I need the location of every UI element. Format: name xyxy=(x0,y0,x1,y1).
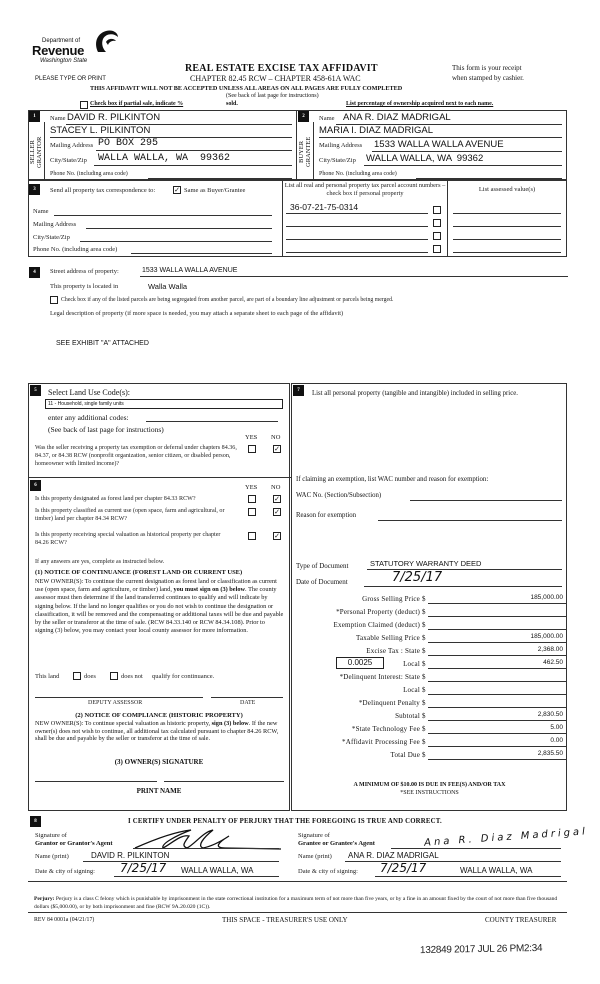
owner-signature-field-2[interactable] xyxy=(164,781,284,782)
section5-see-back: (See back of last page for instructions) xyxy=(48,425,164,434)
excise-tax-local-value[interactable]: 462.50 xyxy=(543,659,563,666)
segregated-label: Check box if any of the listed parcels are being segregated from another parcel, are part of a boundary line adjustment or parcels being merged. xyxy=(61,297,394,303)
buyer-phone-field[interactable] xyxy=(416,178,562,179)
additional-codes-field[interactable] xyxy=(146,421,278,422)
legal-description-label: Legal description of property (if more space is needed, you may attach a separate sheet to each page of the affidavit) xyxy=(50,310,344,317)
buyer-city-line xyxy=(364,165,562,166)
fin-label: Gross Selling Price xyxy=(362,595,420,603)
does-not-label: does not xyxy=(121,673,143,680)
doc-date-value[interactable]: 7/25/17 xyxy=(392,570,443,585)
assessor-date-field[interactable] xyxy=(211,697,283,698)
parcel-number-2[interactable] xyxy=(286,226,428,227)
dollar-sign: $ xyxy=(422,725,426,733)
section-6-badge: 6 xyxy=(30,480,41,491)
buyer-name-2[interactable]: MARIA I. DIAZ MADRIGAL xyxy=(319,125,434,136)
dollar-sign: $ xyxy=(422,699,426,707)
fin-label: Exemption Claimed (deduct) xyxy=(333,621,420,629)
corr-name-field[interactable] xyxy=(54,215,272,216)
certify-statement: I CERTIFY UNDER PENALTY OF PERJURY THAT THE FOREGOING IS TRUE AND CORRECT. xyxy=(128,818,442,825)
street-address[interactable]: 1533 WALLA WALLA AVENUE xyxy=(142,267,238,274)
exemption-claim-label: If claiming an exemption, list WAC number and reason for exemption: xyxy=(296,476,489,483)
county-treasurer-label: COUNTY TREASURER xyxy=(485,916,557,924)
dollar-sign: $ xyxy=(422,673,426,681)
additional-codes-label: enter any additional codes: xyxy=(48,413,129,422)
buyer-grantee-label: BUYER GRANTEE xyxy=(298,136,312,168)
wac-label: WAC No. (Section/Subsection) xyxy=(296,492,382,499)
this-land-label: This land xyxy=(35,673,60,680)
grantee-date-line xyxy=(375,876,561,877)
print-name-label: PRINT NAME xyxy=(136,787,182,795)
seller-mailing-line xyxy=(96,150,292,151)
total-due-row xyxy=(295,750,595,762)
corr-mailing-field[interactable] xyxy=(86,228,272,229)
correspondence-divider xyxy=(282,180,283,257)
fin-label: Total Due xyxy=(390,751,420,759)
personal-property-checkbox-4[interactable] xyxy=(433,245,441,253)
minimum-due-note: A MINIMUM OF $10.00 IS DUE IN FEE(S) AND/OR TAX xyxy=(353,782,506,788)
seller-city-line xyxy=(94,165,292,166)
partial-sale-label: Check box if partial sale, indicate % xyxy=(90,101,184,107)
if-yes-instruction: If any answers are yes, complete as instructed below. xyxy=(35,559,165,565)
fin-label: Excise Tax : State xyxy=(366,647,420,655)
current-use-yes-checkbox[interactable] xyxy=(248,508,256,516)
grantee-name-line xyxy=(345,861,561,862)
taxable-selling-price-value[interactable]: 185,000.00 xyxy=(530,633,563,640)
buyer-city-label: City/State/Zip xyxy=(319,157,356,164)
perjury-text: Perjury is a class C felony which is punishable by imprisonment in the state correctional institution for a maximum term of not more than five years, or by a fine in an amount fixed by the court of not more than five thousand dollars ($5,000.00), or by both imprisonment and fine (RCW 9A.20.020 (1C)). xyxy=(34,896,558,910)
section-7-badge: 7 xyxy=(293,385,304,396)
logo-line2: Revenue xyxy=(32,43,85,58)
seller-mailing[interactable]: PO BOX 295 xyxy=(98,138,159,149)
historical-question: Is this property receiving special valuation as historical property per chapter 84.26 RCW? xyxy=(35,532,221,546)
section-2-badge: 2 xyxy=(298,111,309,122)
section5-yes-header: YES xyxy=(245,434,258,441)
dollar-sign: $ xyxy=(422,621,426,629)
corr-mailing-label: Mailing Address xyxy=(33,221,77,228)
gross-selling-price-row xyxy=(295,594,595,606)
form-subtitle: CHAPTER 82.45 RCW – CHAPTER 458-61A WAC xyxy=(190,74,361,83)
taxable-selling-price-row xyxy=(295,633,595,645)
receipt-note-1: This form is your receipt xyxy=(452,64,522,72)
personal-property-checkbox-2[interactable] xyxy=(433,219,441,227)
grantee-sig-label-1: Signature of xyxy=(298,832,330,839)
grantee-date-label: Date & city of signing: xyxy=(298,868,358,875)
grantor-name-label: Name (print) xyxy=(35,853,69,860)
seller-mailing-label: Mailing Address xyxy=(50,142,94,149)
land-use-label: Select Land Use Code(s): xyxy=(48,388,130,397)
gross-selling-price-value[interactable]: 185,000.00 xyxy=(530,594,563,601)
section-4-badge: 4 xyxy=(29,267,40,278)
corr-name-label: Name xyxy=(33,208,49,215)
assessed-value-1[interactable] xyxy=(453,213,561,214)
dollar-sign: $ xyxy=(422,712,426,720)
buyer-name-1[interactable]: ANA R. DIAZ MADRIGAL xyxy=(343,112,451,123)
buyer-mailing[interactable]: 1533 WALLA WALLA AVENUE xyxy=(374,139,504,150)
dollar-sign: $ xyxy=(422,738,426,746)
personal-property-label: List all personal property (tangible and intangible) included in selling price. xyxy=(312,390,518,397)
excise-tax-local-row xyxy=(295,659,595,671)
affidavit-processing-fee-row xyxy=(295,737,595,749)
grantee-name-label: Name (print) xyxy=(298,853,332,860)
reason-label: Reason for exemption xyxy=(296,512,357,519)
perjury-notice xyxy=(34,896,564,911)
doc-type-label: Type of Document xyxy=(296,562,349,570)
buyer-label-divider xyxy=(313,122,314,180)
fin-line xyxy=(428,607,566,617)
dollar-sign: $ xyxy=(422,647,426,655)
parcel-number-1[interactable]: 36-07-21-75-0314 xyxy=(290,202,359,212)
buyer-name-label: Name xyxy=(319,115,335,122)
dollar-sign: $ xyxy=(422,660,426,668)
notice1-body-bold: you must sign on (3) below xyxy=(173,586,246,594)
forest-land-question: Is this property designated as forest land per chapter 84.33 RCW? xyxy=(35,496,196,502)
fin-label: *State Technology Fee xyxy=(351,725,420,733)
corr-phone-field[interactable] xyxy=(131,253,272,254)
seller-phone-label: Phone No. (including area code) xyxy=(50,171,128,177)
perjury-bold: Perjury: xyxy=(34,896,55,902)
dollar-sign: $ xyxy=(422,595,426,603)
corr-phone-label: Phone No. (including area code) xyxy=(33,246,118,253)
personal-property-checkbox-3[interactable] xyxy=(433,232,441,240)
fin-label: Local xyxy=(403,660,420,668)
parcel-number-4[interactable] xyxy=(286,252,428,253)
notice2-body-bold: sign (3) below xyxy=(211,720,249,727)
delinquent-interest-local-row xyxy=(295,685,595,697)
current-use-question: Is this property classified as current use (open space, farm and agricultural, or timber) land per chapter 84.34 RCW? xyxy=(35,508,225,522)
affidavit-processing-fee-value[interactable]: 0.00 xyxy=(550,737,563,744)
logo-line3: Washington State xyxy=(40,58,88,64)
fin-label: *Delinquent Interest: State xyxy=(339,673,420,681)
does-label: does xyxy=(84,673,96,680)
grantor-city[interactable]: WALLA WALLA, WA xyxy=(181,866,254,875)
located-in-label: This property is located in xyxy=(50,283,119,290)
land-use-select[interactable]: 11 - Household, single family units xyxy=(45,399,283,409)
assessed-value-4[interactable] xyxy=(453,252,561,253)
ownership-note: List percentage of ownership acquired next to each name. xyxy=(346,101,494,107)
local-rate-box[interactable]: 0.0025 xyxy=(336,657,384,669)
grantee-sig-label-2: Grantee or Grantee's Agent xyxy=(298,840,375,847)
grantor-name[interactable]: DAVID R. PILKINTON xyxy=(91,851,170,860)
state-technology-fee-row xyxy=(295,724,595,736)
seller-city[interactable]: WALLA WALLA, WA 99362 xyxy=(98,153,231,164)
grantee-name[interactable]: ANA R. DIAZ MADRIGAL xyxy=(348,851,439,860)
fin-label: Local xyxy=(403,686,420,694)
fin-line xyxy=(428,672,566,682)
total-due-value[interactable]: 2,835.50 xyxy=(537,750,563,757)
buyer-mailing-line xyxy=(372,151,562,152)
assessed-header: List assessed value(s) xyxy=(478,186,536,193)
personal-property-deduct-row xyxy=(295,607,595,619)
forest-yes-checkbox[interactable] xyxy=(248,495,256,503)
parcel-header: List all real and personal property tax parcel account numbers – check box if personal property xyxy=(284,182,446,197)
does-not-checkbox[interactable] xyxy=(110,672,118,680)
footer-line xyxy=(28,912,567,913)
section-5-badge: 5 xyxy=(30,385,41,396)
reason-field[interactable] xyxy=(378,520,562,521)
treasurer-use-label: THIS SPACE - TREASURER'S USE ONLY xyxy=(222,916,348,924)
see-back-note: (See back of last page for instructions) xyxy=(226,93,319,99)
historical-no-checkbox[interactable]: ✓ xyxy=(274,532,280,540)
excise-tax-state-value[interactable]: 2,368.00 xyxy=(537,646,563,653)
section6-top-line xyxy=(28,477,291,478)
exemption-no-checkbox[interactable]: ✓ xyxy=(274,445,280,453)
section6-no-header: NO xyxy=(271,484,281,491)
form-id: REV 84 0001a (04/21/17) xyxy=(34,917,95,923)
logo-line1: Department of xyxy=(42,38,81,44)
exemption-yes-checkbox[interactable] xyxy=(248,445,256,453)
notice2-title: (2) NOTICE OF COMPLIANCE (HISTORIC PROPERTY) xyxy=(75,712,243,719)
seller-grantor-label: SELLER GRANTOR xyxy=(29,136,43,168)
delinquent-penalty-row xyxy=(295,698,595,710)
owner-signature-label: (3) OWNER(S) SIGNATURE xyxy=(114,758,204,766)
notice2-body-b: . If the new owner(s) does not wish to continue, all additional tax calculated pursuant to chapter 84.26 RCW, shall be due and payable by the seller or transferor at the time of sale. xyxy=(35,720,279,742)
seller-name-1[interactable]: DAVID R. PILKINTON xyxy=(67,112,161,123)
subtotal-value[interactable]: 2,830.50 xyxy=(537,711,563,718)
seller-name-2[interactable]: STACEY L. PILKINTON xyxy=(50,125,151,136)
located-in-value[interactable]: Walla Walla xyxy=(148,282,188,291)
notice2-body-a: NEW OWNER(S): To continue special valuation as historic property, xyxy=(35,720,212,727)
current-use-no-checkbox[interactable]: ✓ xyxy=(274,508,280,516)
dollar-sign: $ xyxy=(422,634,426,642)
street-address-label: Street address of property: xyxy=(50,268,119,275)
fin-line xyxy=(428,685,566,695)
doc-type-value[interactable]: STATUTORY WARRANTY DEED xyxy=(370,559,482,568)
please-print: PLEASE TYPE OR PRINT xyxy=(35,76,106,82)
seller-city-label: City/State/Zip xyxy=(50,157,87,164)
exemption-question: Was the seller receiving a property tax exemption or deferral under chapters 84.36, 84.37, or 84.38 RCW (nonprofit organization, senior citizen, or disabled person, homeowner with limited income)? xyxy=(35,445,237,467)
notice1-title: (1) NOTICE OF CONTINUANCE (FOREST LAND OR CURRENT USE) xyxy=(35,569,243,576)
qualify-label: qualify for continuance. xyxy=(152,673,215,680)
seller-name2-line xyxy=(50,137,292,138)
see-instructions-note: *SEE INSTRUCTIONS xyxy=(400,790,459,796)
grantor-sig-label-2: Grantor or Grantor's Agent xyxy=(35,840,113,847)
segregated-checkbox[interactable] xyxy=(50,296,58,304)
grantee-sig-line xyxy=(391,848,561,849)
assessed-value-2[interactable] xyxy=(453,226,561,227)
deputy-assessor-label: DEPUTY ASSESSOR xyxy=(88,700,143,706)
buyer-name2-line xyxy=(319,137,562,138)
corr-city-field[interactable] xyxy=(80,241,272,242)
buyer-phone-label: Phone No. (including area code) xyxy=(319,171,397,177)
personal-property-checkbox-1[interactable] xyxy=(433,206,441,214)
grantor-sig-label-1: Signature of xyxy=(35,832,67,839)
date-label: DATE xyxy=(240,700,256,706)
send-correspondence-label: Send all property tax correspondence to: xyxy=(50,187,156,194)
street-address-line xyxy=(140,276,568,277)
state-technology-fee-value[interactable]: 5.00 xyxy=(550,724,563,731)
grantor-name-line xyxy=(83,861,279,862)
section-3-badge: 3 xyxy=(29,184,40,195)
grantor-date[interactable]: 7/25/17 xyxy=(120,861,167,875)
subtotal-row xyxy=(295,711,595,723)
fin-label: *Delinquent Penalty xyxy=(358,699,420,707)
deputy-assessor-signature[interactable] xyxy=(35,697,203,698)
receipt-note-2: when stamped by cashier. xyxy=(452,74,524,82)
form-warning: THIS AFFIDAVIT WILL NOT BE ACCEPTED UNLESS ALL AREAS ON ALL PAGES ARE FULLY COMPLETED xyxy=(90,85,403,92)
section5-no-header: NO xyxy=(271,434,281,441)
corr-city-label: City/State/Zip xyxy=(33,234,70,241)
fin-line xyxy=(428,620,566,630)
fin-label: Taxable Selling Price xyxy=(356,634,420,642)
grantee-signature[interactable]: Ana R. Diaz Madrigal xyxy=(423,826,589,849)
section-8-badge: 8 xyxy=(30,816,41,827)
assessed-value-3[interactable] xyxy=(453,239,561,240)
notice2-body xyxy=(35,720,285,743)
doc-date-line xyxy=(364,586,562,587)
dor-logo-icon xyxy=(92,28,120,54)
partial-sale-suffix: sold. xyxy=(226,101,238,107)
fin-line xyxy=(428,698,566,708)
does-checkbox[interactable] xyxy=(73,672,81,680)
treasurer-stamp: 132849 2017 JUL 26 PM2:34 xyxy=(419,942,543,957)
form-title: REAL ESTATE EXCISE TAX AFFIDAVIT xyxy=(185,63,378,74)
dollar-sign: $ xyxy=(422,686,426,694)
same-as-buyer-label: Same as Buyer/Grantee xyxy=(184,187,246,194)
seller-phone-field[interactable] xyxy=(148,178,292,179)
section6-yes-header: YES xyxy=(245,484,258,491)
seller-label-divider xyxy=(44,122,45,180)
delinquent-interest-state-row xyxy=(295,672,595,684)
grantor-sig-line xyxy=(133,848,279,849)
buyer-city[interactable]: WALLA WALLA, WA 99362 xyxy=(366,153,484,164)
wac-field[interactable] xyxy=(410,500,562,501)
notice1-body-b: . The county assessor must then determine if the land transferred continues to qualify and will indicate by signing below. If the land no longer qualifies or you do not wish to continue the designation or classification, it will be removed and the compensating or additional taxes will be due and payable by the seller or transferor at the time of sale. (RCW 84.33.140 or RCW 84.34.108). Prior to signing (3) below, you may contact your local county assessor for more information. xyxy=(35,586,284,635)
seller-name-label: Name xyxy=(50,115,66,122)
parties-divider xyxy=(296,110,297,180)
legal-description[interactable]: SEE EXHIBIT "A" ATTACHED xyxy=(56,340,149,347)
grantor-date-line xyxy=(114,876,279,877)
fin-label: *Personal Property (deduct) xyxy=(336,608,420,616)
fin-label: *Affidavit Processing Fee xyxy=(342,738,420,746)
parcel-number-3[interactable] xyxy=(286,239,428,240)
dollar-sign: $ xyxy=(422,608,426,616)
owner-signature-field-1[interactable] xyxy=(35,781,157,782)
partial-sale-checkbox[interactable] xyxy=(80,101,88,109)
same-as-buyer-checkbox[interactable]: ✓ xyxy=(174,186,180,194)
doc-date-label: Date of Document xyxy=(296,578,348,586)
dollar-sign: $ xyxy=(422,751,426,759)
dor-logo xyxy=(32,28,122,68)
perjury-top-line xyxy=(28,881,567,882)
section-1-badge: 1 xyxy=(29,111,40,122)
notice1-body-a: NEW OWNER(S): To continue the current designation as forest land or classification as current use (open space, farm and agriculture, or timber) land, xyxy=(35,578,277,594)
grantee-city[interactable]: WALLA WALLA, WA xyxy=(460,866,533,875)
notice1-body xyxy=(35,578,285,635)
forest-no-checkbox[interactable]: ✓ xyxy=(274,495,280,503)
buyer-mailing-label: Mailing Address xyxy=(319,142,363,149)
exemption-claimed-row xyxy=(295,620,595,632)
parcel-line-1 xyxy=(286,213,428,214)
historical-yes-checkbox[interactable] xyxy=(248,532,256,540)
grantor-date-label: Date & city of signing: xyxy=(35,868,95,875)
fin-label: Subtotal xyxy=(395,712,420,720)
grantee-date[interactable]: 7/25/17 xyxy=(380,861,427,875)
